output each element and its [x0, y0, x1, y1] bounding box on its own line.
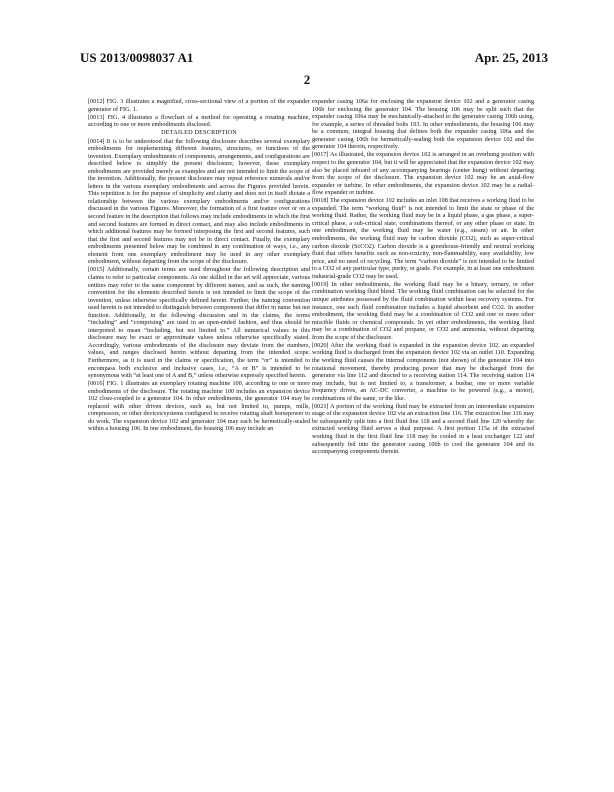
left-column: [88, 98, 310, 434]
page-header: [80, 50, 548, 68]
paragraph-0021: [0021] A portion of the working fluid may be extracted from an intermediate expansion stage of the expansion device 102 via an extraction line 116. The extraction line 116 may be subsequently split into a first fluid line 118 and a second fluid line 120 whereby the extracted working fluid serves a dual purpose. A first portion 115a of the extracted working fluid in the first fluid line 118 may be cooled in a heat exchanger 122 and subsequently fed into the generator casing 106b to cool the generator 104 and its accompanying components therein.: [312, 402, 534, 456]
paragraph-0015: [0015] Additionally, certain terms are used throughout the following description and claims to refer to particular components. As one skilled in the art will appreciate, various entities may refer to the same component by different names, and as such, the naming convention for the elements described herein is not intended to limit the scope of the invention, unless otherwise specifically defined herein. Further, the naming convention used herein is not intended to distinguish between components that differ in name but not function. Additionally, in the following discussion and in the claims, the terms “including” and “comprising” are used in an open-ended fashion, and thus should be interpreted to mean “including, but not limited to.” All numerical values in this disclosure may be exact or approximate values unless otherwise specifically stated. Accordingly, various embodiments of the disclosure may deviate from the numbers, values, and ranges disclosed herein without departing from the intended scope. Furthermore, as it is used in the claims or specification, the term “or” is intended to encompass both exclusive and inclusive cases, i.e., “A or B” is intended to be synonymous with “at least one of A and B,” unless otherwise expressly specified herein.: [88, 266, 310, 380]
paragraph-0017: [0017] As illustrated, the expansion device 102 is arranged in an overhung position with respect to the generator 104, but it will be appreciated that the expansion device 102 may also be placed inboard of any accompanying bearings (center hung) without departing from the scope of the disclosure. The expansion device 102 may be an axial-flow expander or turbine. In other embodiments, the expansion device 102 may be a radial-flow expander or turbine.: [312, 151, 534, 197]
paragraph-0020: [0020] After the working fluid is expanded in the expansion device 102, an expanded working fluid is discharged from the expansion device 102 via an outlet 110. Expanding the working fluid causes the internal components (not shown) of the generator 104 into rotational movement, thereby producing power that may be discharged from the generator via line 112 and directed to a receiving station 114. The receiving station 114 may include, but is not limited to, a transformer, a busbar, one or more variable frequency drives, an AC-DC converter, a machine to be powered (e.g., a motor), combinations of the same, or the like.: [312, 341, 534, 402]
publication-date: Apr. 25, 2013: [474, 50, 548, 65]
paragraph-0019: [0019] In other embodiments, the working fluid may be a binary, ternary, or other combination working fluid blend. The working fluid combination can be selected for the unique attributes possessed by the fluid combination within heat recovery systems. For instance, one such fluid combination includes a liquid absorbent and CO2. In another embodiment, the working fluid may be a combination of CO2 and one or more other miscible fluids or chemical compounds. In yet other embodiments, the working fluid may be a combination of CO2 and propane, or CO2 and ammonia, without departing from the scope of the disclosure.: [312, 280, 534, 341]
paragraph-0012: [0012] FIG. 3 illustrates a magnified, cross-sectional view of a portion of the expander generator of FIG. 1.: [88, 98, 310, 113]
publication-number: US 2013/0098037 A1: [80, 50, 194, 65]
section-heading: DETAILED DESCRIPTION: [161, 129, 237, 137]
paragraph-0014: [0014] It is to be understood that the following disclosure describes several exemplary embodiments for implementing different features, structures, or functions of the invention. Exemplary embodiments of components, arrangements, and configurations are described below to simplify the present disclosure; however, these exemplary embodiments are provided merely as examples and are not intended to limit the scope of the invention. Additionally, the present disclosure may repeat reference numerals and/or letters in the various exemplary embodiments and across the Figures provided herein. This repetition is for the purpose of simplicity and clarity and does not in itself dictate a relationship between the various exemplary embodiments and/or configurations discussed in the various Figures. Moreover, the formation of a first feature over or on a second feature in the description that follows may include embodiments in which the first and second features are formed in direct contact, and may also include embodiments in which additional features may be formed interposing the first and second features, such that the first and second features may not be in direct contact. Finally, the exemplary embodiments presented below may be combined in any combination of ways, i.e., any element from one exemplary embodiment may be used in any other exemplary embodiment, without departing from the scope of the disclosure.: [88, 137, 310, 266]
paragraph-continued: expander casing 106a for enclosing the expansion device 102 and a generator casing 106b for enclosing the generator 104. The housing 106 may be split such that the expander casing 106a may be mechanically-attached to the generator casing 106b using, for example, a series of threaded bolts 103. In other embodiments, the housing 106 may be a common, integral housing that defines both the expander casing 106a and the generator casing 106b for hermetically-sealing both the expansion device 102 and the generator 104 therein, respectively.: [312, 98, 534, 151]
page-number: 2: [303, 72, 311, 87]
paragraph-0013: [0013] FIG. 4 illustrates a flowchart of a method for operating a rotating machine, according to one or more embodiments disclosed.: [88, 113, 310, 129]
paragraph-0016: [0016] FIG. 1 illustrates an exemplary rotating machine 100, according to one or more embodiments of the disclosure. The rotating machine 100 includes an expansion device 102 close-coupled to a generator 104. In other embodiments, the generator 104 may be replaced with other driven devices, such as, but not limited to, pumps, mills, compressors, or other devices/systems configured to receive rotating shaft horsepower to do work. The expansion device 102 and generator 104 may each be hermetically-sealed within a housing 106. In one embodiment, the housing 106 may include an: [88, 380, 310, 433]
paragraph-0018: [0018] The expansion device 102 includes an inlet 108 that receives a working fluid to be expanded. The term “working fluid” is not intended to limit the state or phase of the working fluid. Rather, the working fluid may be in a liquid phase, a gas phase, a super-critical phase, a sub-critical state, combinations thereof, or any other phase or state. In one embodiment, the working fluid may be water (e.g., steam) or air. In other embodiments, the working fluid may be carbon dioxide (CO2), such as super-critical carbon dioxide (ScCO2). Carbon dioxide is a greenhouse-friendly and neutral working fluid that offers benefits such as non-toxicity, non-flammability, easy availability, low price, and no need of recycling. The term “carbon dioxide” is not intended to be limited to a CO2 of any particular type, purity, or grade. For example, in at least one embodiment industrial-grade CO2 may be used.: [312, 197, 534, 280]
right-column: [312, 98, 534, 456]
